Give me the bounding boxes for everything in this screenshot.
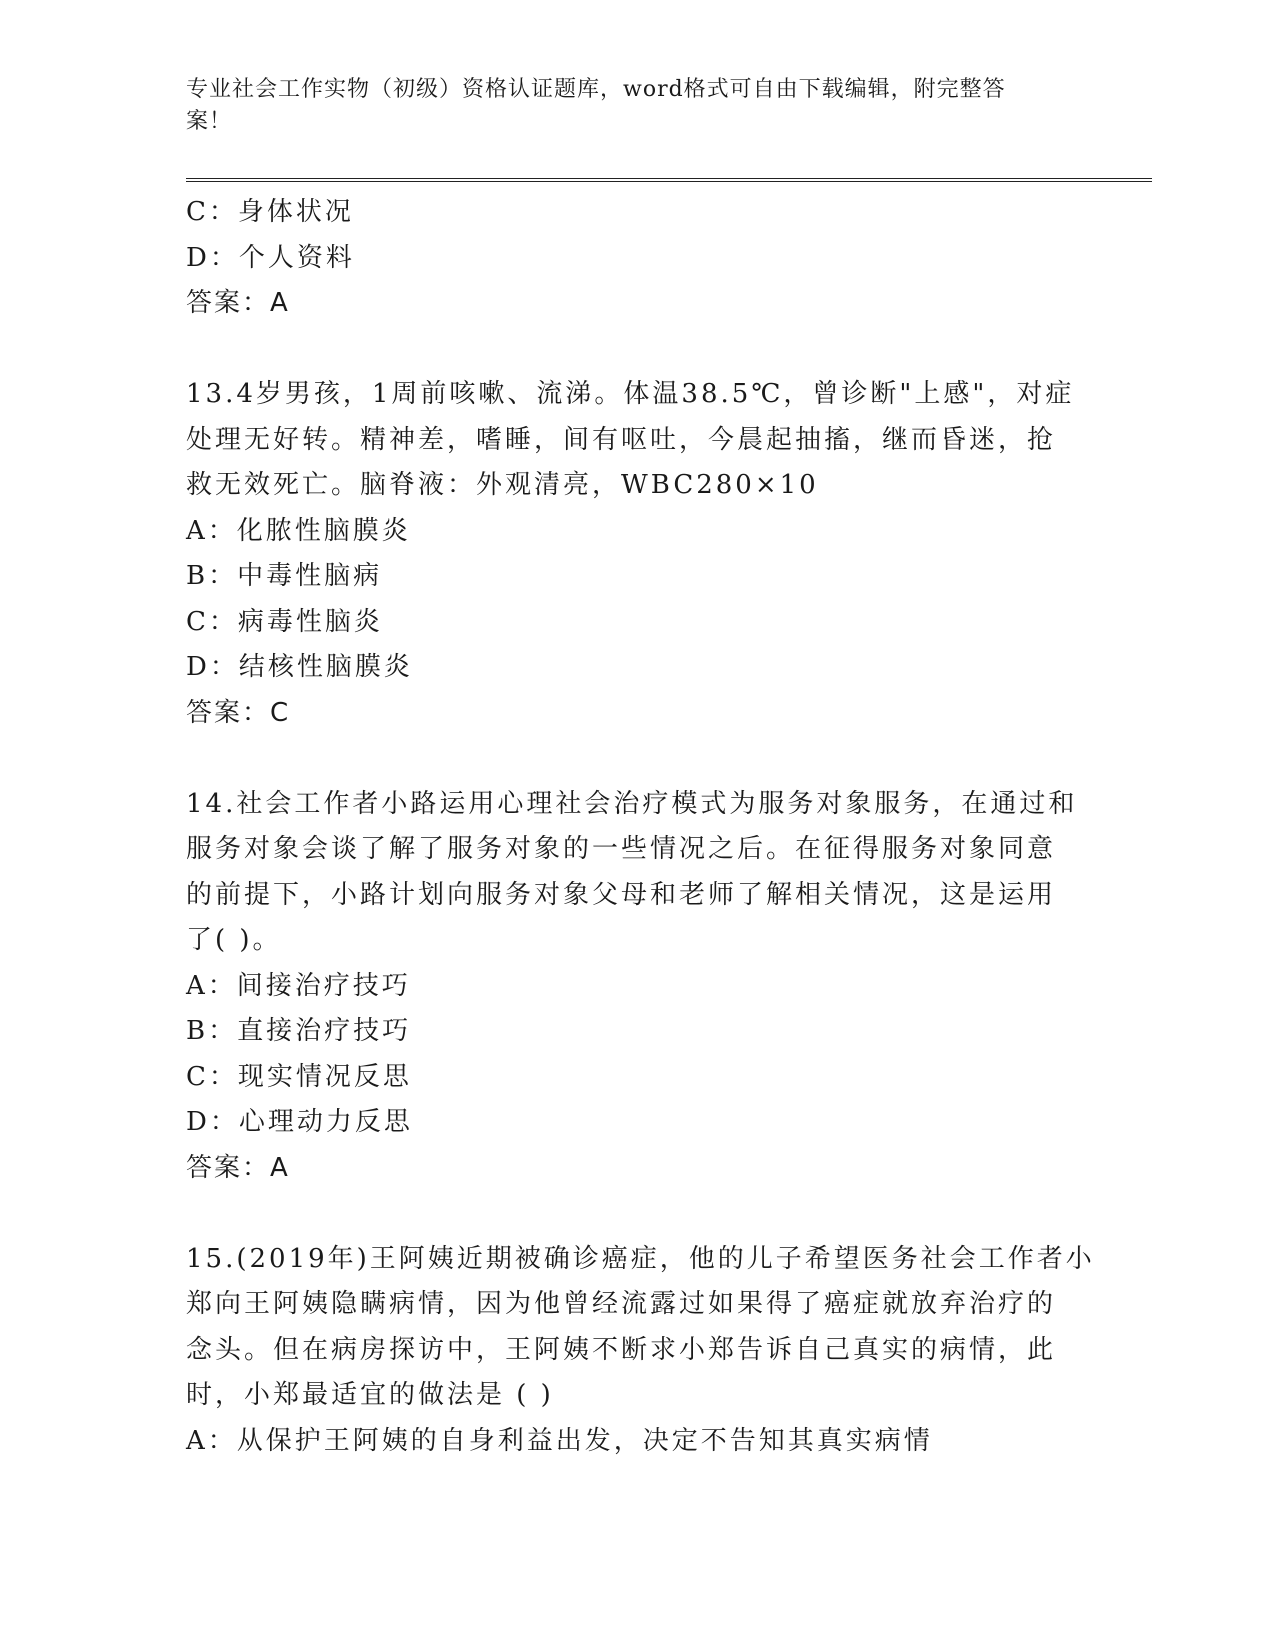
option-c: C：现实情况反思	[186, 1061, 412, 1092]
answer: 答案：A	[186, 1152, 290, 1183]
option-b: B：中毒性脑病	[186, 561, 383, 591]
spacer	[186, 1191, 1086, 1237]
option-a: A：间接治疗技巧	[186, 970, 411, 1001]
question-text-line: 服务对象会谈了解了服务对象的一些情况之后。在征得服务对象同意	[186, 834, 1057, 864]
question-13	[186, 372, 1086, 736]
option-d: D：结核性脑膜炎	[186, 652, 413, 682]
question-text-line: 救无效死亡。脑脊液：外观清亮，WBC280×10	[186, 470, 819, 500]
question-text-line: 13.4岁男孩，1周前咳嗽、流涕。体温38.5℃，曾诊断"上感"，对症	[186, 379, 1075, 409]
header-line-1: 专业社会工作实物（初级）资格认证题库，word格式可自由下载编辑，附完整答	[186, 77, 1006, 102]
spacer	[186, 736, 1086, 782]
question-15	[186, 1237, 1095, 1465]
question-text-line: 了( )。	[186, 925, 282, 955]
header-divider	[186, 178, 1152, 182]
option-c: C：身体状况	[186, 197, 354, 227]
spacer	[186, 327, 1086, 373]
question-text-line: 念头。但在病房探访中，王阿姨不断求小郑告诉自己真实的病情，此	[186, 1334, 1057, 1365]
option-a: A：从保护王阿姨的自身利益出发，决定不告知其真实病情	[186, 1425, 933, 1456]
answer: 答案：A	[186, 288, 290, 318]
document-body	[186, 190, 1095, 1464]
question-text-line: 郑向王阿姨隐瞒病情，因为他曾经流露过如果得了癌症就放弃治疗的	[186, 1289, 1057, 1319]
option-d: D：心理动力反思	[186, 1107, 413, 1137]
question-text-line: 时，小郑最适宜的做法是 ( )	[186, 1380, 554, 1410]
question-text-line: 14.社会工作者小路运用心理社会治疗模式为服务对象服务，在通过和	[186, 788, 1078, 819]
answer: 答案：C	[186, 697, 291, 728]
question-text-line: 的前提下，小路计划向服务对象父母和老师了解相关情况，这是运用	[186, 879, 1057, 910]
document-header	[186, 74, 1066, 138]
question-14	[186, 782, 1086, 1192]
option-a: A：化脓性脑膜炎	[186, 515, 411, 546]
option-b: B：直接治疗技巧	[186, 1016, 412, 1046]
question-text-line: 15.(2019年)王阿姨近期被确诊癌症，他的儿子希望医务社会工作者小	[186, 1243, 1095, 1274]
header-line-2: 案！	[186, 109, 233, 134]
option-d: D：个人资料	[186, 242, 355, 273]
question-12-tail	[186, 190, 1086, 327]
option-c: C：病毒性脑炎	[186, 606, 383, 637]
question-text-line: 处理无好转。精神差，嗜睡，间有呕吐，今晨起抽搐，继而昏迷，抢	[186, 424, 1057, 455]
